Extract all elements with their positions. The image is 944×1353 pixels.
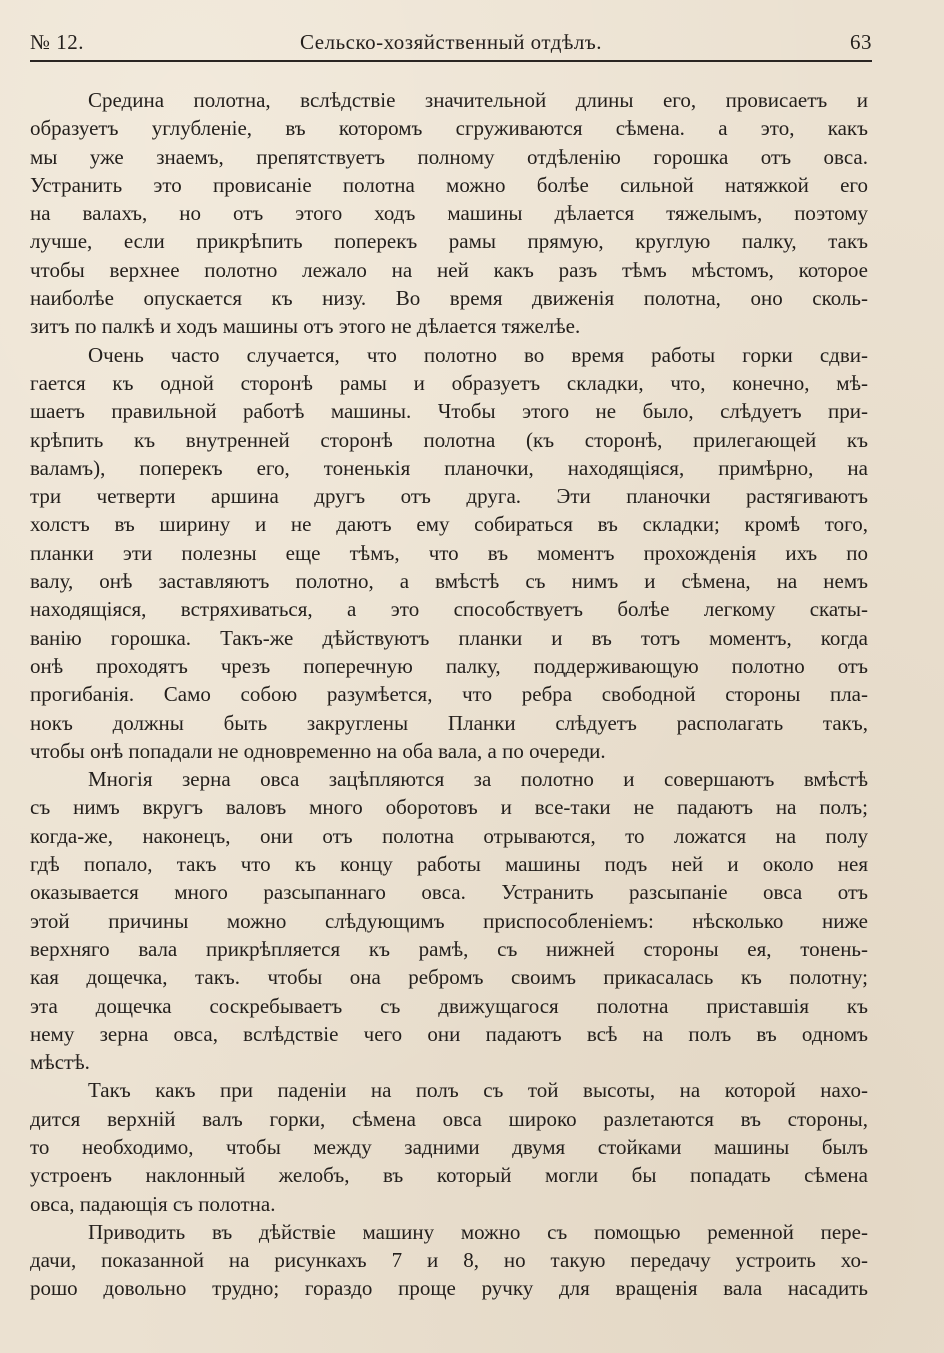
text-line: верхняго вала прикрѣпляется къ рамѣ, съ нижней стороны ея, тонень- [30, 936, 868, 961]
text-line: овса, падающія съ полотна. [30, 1191, 276, 1216]
text-line: онѣ проходятъ чрезъ поперечную палку, поддерживающую полотно отъ [30, 653, 868, 678]
text-line: оказывается много разсыпаннаго овса. Устранить разсыпаніе овса отъ [30, 880, 868, 905]
text-line: Устранить это провисаніе полотна можно болѣе сильной натяжкой его [30, 172, 868, 197]
text-line: крѣпить къ внутренней сторонѣ полотна (къ сторонѣ, прилегающей къ [30, 427, 868, 452]
text-line: валамъ), поперекъ его, тоненькія планочки, находящіяся, примѣрно, на [30, 455, 868, 480]
text-line: гается къ одной сторонѣ рамы и образуетъ складки, что, конечно, мѣ- [30, 370, 868, 395]
text-line: находящіяся, встряхиваться, а это способствуетъ болѣе легкому скаты- [30, 597, 868, 622]
text-line: чтобы верхнее полотно лежало на ней какъ разъ тѣмъ мѣстомъ, которое [30, 257, 868, 282]
text-line: Приводить въ дѣйствіе машину можно съ помощью ременной пере- [88, 1219, 868, 1244]
text-line: съ нимъ вкругъ валовъ много оборотовъ и все-таки не падаютъ на полъ; [30, 795, 868, 820]
section-title: Сельско-хозяйственный отдѣлъ. [300, 30, 602, 54]
text-line: гдѣ попало, такъ что къ концу работы машины подъ ней и около нея [30, 852, 868, 877]
text-line: то необходимо, чтобы между задними двумя стойками машины былъ [30, 1134, 868, 1159]
text-line: прогибанія. Само собою разумѣется, что ребра свободной стороны пла- [30, 682, 868, 707]
text-line: зитъ по палкѣ и ходъ машины отъ этого не дѣлается тяжелѣе. [30, 314, 581, 339]
text-line: Средина полотна, вслѣдствіе значительной длины его, провисаетъ и [88, 88, 868, 112]
text-line: дачи, показанной на рисункахъ 7 и 8, но такую передачу устроить хо- [30, 1248, 868, 1273]
text-line: планки эти полезны еще тѣмъ, что въ моментъ прохожденія ихъ по [30, 540, 868, 565]
text-line: устроенъ наклонный желобъ, въ который могли бы попадать сѣмена [30, 1163, 868, 1188]
text-line: Такъ какъ при паденіи на полъ съ той высоты, на которой нахо- [88, 1078, 868, 1103]
text-line: рошо довольно трудно; гораздо проще ручку для вращенія вала насадить [30, 1276, 868, 1301]
text-line: валу, онѣ заставляютъ полотно, а вмѣстѣ съ нимъ и сѣмена, на немъ [30, 569, 868, 594]
text-line: на валахъ, но отъ этого ходъ машины дѣлается тяжелымъ, поэтому [30, 201, 868, 226]
text-line: Очень часто случается, что полотно во время работы горки сдви- [88, 342, 868, 367]
text-line: эта дощечка соскребываетъ съ движущагося полотна приставшія къ [30, 993, 868, 1018]
text-line: мы уже знаемъ, препятствуетъ полному отдѣленію горошка отъ овса. [30, 144, 868, 169]
text-line: наиболѣе опускается къ низу. Во время движенія полотна, оно сколь- [30, 286, 868, 311]
text-line: ванію горошка. Такъ-же дѣйствуютъ планки и въ тотъ моментъ, когда [30, 625, 868, 650]
text-line: холстъ въ ширину и не даютъ ему собираться въ складки; кромѣ того, [30, 512, 868, 537]
text-line: дится верхній валъ горки, сѣмена овса широко разлетаются въ стороны, [30, 1106, 868, 1131]
text-line: лучше, если прикрѣпить поперекъ рамы прямую, круглую палку, такъ [30, 229, 868, 254]
text-line: образуетъ углубленіе, въ которомъ сгруживаются сѣмена. а это, какъ [30, 116, 868, 141]
body-text [30, 86, 868, 1303]
text-line: когда-же, наконецъ, они отъ полотна отрываются, то ложатся на полу [30, 823, 868, 848]
text-line: Многія зерна овса зацѣпляются за полотно и совершаютъ вмѣстѣ [88, 767, 868, 792]
text-line: шаетъ правильной работѣ машины. Чтобы этого не было, слѣдуетъ при- [30, 399, 868, 424]
issue-number: № 12. [30, 30, 85, 54]
text-line: кая дощечка, такъ. чтобы она ребромъ своимъ прикасалась къ полотну; [30, 965, 868, 990]
text-line: этой причины можно слѣдующимъ приспособленіемъ: нѣсколько ниже [30, 908, 868, 933]
text-line: три четверти аршина другъ отъ друга. Эти планочки растягиваютъ [30, 484, 868, 509]
text-line: мѣстѣ. [30, 1050, 90, 1075]
running-header [30, 26, 872, 62]
text-line: чтобы онѣ попадали не одновременно на оба вала, а по очереди. [30, 738, 606, 763]
page-number: 63 [850, 30, 872, 54]
text-line: нему зерна овса, вслѣдствіе чего они падаютъ всѣ на полъ въ одномъ [30, 1021, 868, 1046]
text-line: нокъ должны быть закруглены Планки слѣдуетъ располагать такъ, [30, 710, 868, 735]
